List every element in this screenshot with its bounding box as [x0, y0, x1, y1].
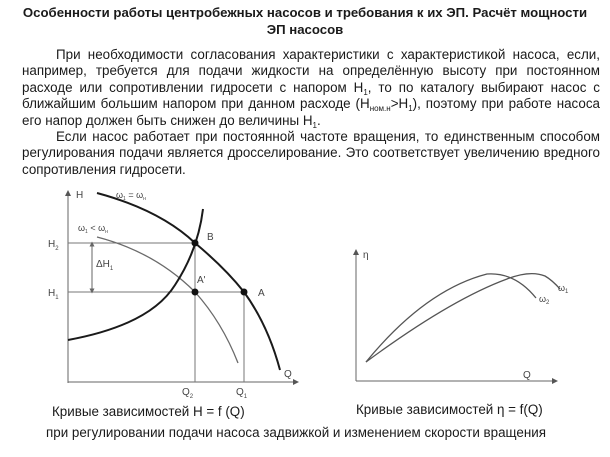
pump-curve-reduced [97, 237, 238, 363]
subscript: 1 [363, 87, 368, 97]
point-a-marker [241, 289, 248, 296]
paragraph-2-text: Если насос работает при постоянной частоте вращения, то единственным способом регулирования подачи является дросселирование. Это соответствует увеличению вредного сопротивления гидросети. [22, 129, 600, 177]
q-axis-label: Q [284, 369, 292, 380]
subscript: 1 [408, 104, 413, 114]
title-line-1: Особенности работы центробежных насосов и требования к их ЭП. Расчёт мощности [22, 5, 588, 20]
paragraph-1-text-e: . [317, 112, 321, 128]
point-b-marker [192, 240, 199, 247]
caption-left: Кривые зависимостей H = f (Q) [52, 404, 245, 419]
efficiency-curve-omega1 [366, 274, 560, 362]
paragraph-1-text-c: >H [390, 96, 409, 112]
point-a-prime-label: A' [197, 275, 206, 286]
graph-eta-q [356, 250, 569, 381]
h-axis-label: H [76, 190, 84, 201]
graph-h-q [48, 190, 296, 400]
caption-bottom: при регулировании подачи насоса задвижкой и изменением скорости вращения [46, 425, 546, 440]
h2-label: $H_2$ [48, 239, 59, 252]
point-a-prime-marker [192, 289, 199, 296]
omega2-label: $\omega_2$ [539, 294, 550, 306]
h1-label: $H_1$ [48, 288, 59, 301]
title-line-2: ЭП насосов [266, 22, 344, 37]
subscript: 1 [312, 120, 317, 130]
paragraph-1-text-a: При необходимости согласования характеристики с характеристикой насоса, если, например, требуется для подачи жидкости на определённую высоту при постоянном расходе или сопротивлении гидросети с напором H [22, 47, 600, 95]
subscript: ном.н [369, 104, 391, 114]
paragraph-1-text-d: ), поэтому при работе насоса его напор должен быть снижен до величины H [22, 96, 600, 128]
q-axis-right-label: Q [523, 370, 531, 381]
q1-label: $Q_1$ [236, 387, 248, 400]
pump-curve-nominal [97, 193, 280, 370]
omega-nominal-label: $\omega_1 = \omega_н$ [116, 190, 146, 202]
omega-reduced-label: $\omega_1 < \omega_н$ [78, 223, 108, 235]
point-b-label: B [207, 232, 214, 243]
q2-label: $Q_2$ [182, 387, 194, 400]
efficiency-curve-omega2 [366, 274, 536, 362]
eta-axis-label: η [363, 250, 369, 261]
caption-right: Кривые зависимостей η = f(Q) [356, 402, 543, 417]
delta-h-label: $\Delta H_1$ [96, 259, 114, 272]
paragraph-1-text-b: , то по каталогу выбирают насос с ближайшим большим напором при данном расходе (H [22, 79, 601, 112]
omega1-label: $\omega_1$ [558, 283, 569, 295]
point-a-label: A [258, 288, 265, 299]
